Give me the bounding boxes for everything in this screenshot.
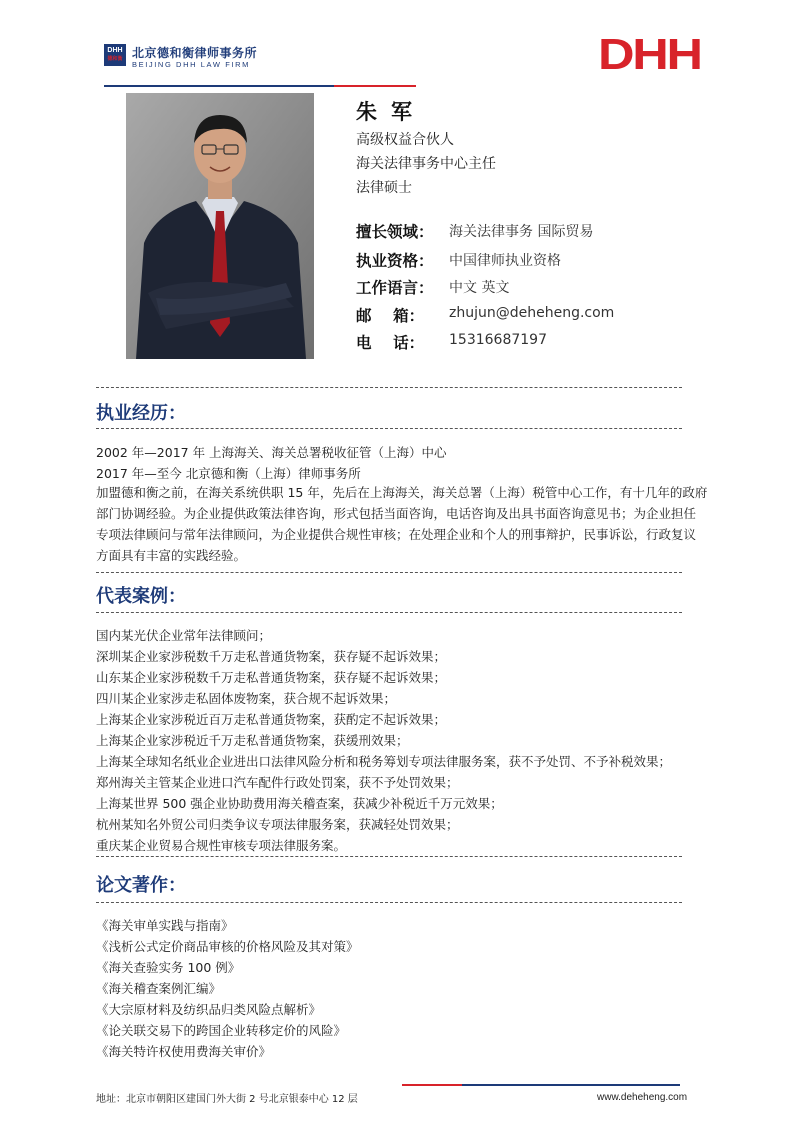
publication-item: 《浅析公式定价商品审核的价格风险及其对策》	[96, 939, 359, 954]
footer-rule-blue	[462, 1084, 680, 1086]
case-item: 上海某全球知名纸业企业进出口法律风险分析和税务筹划专项法律服务案，获不予处罚、不予补税效果；	[96, 754, 672, 769]
info-value-phone: 15316687197	[449, 332, 547, 348]
footer-website-link[interactable]: www.deheheng.com	[597, 1092, 688, 1103]
info-label-expertise: 擅长领域：	[356, 223, 434, 241]
firm-logo	[104, 44, 126, 66]
case-item: 国内某光伏企业常年法律顾问；	[96, 628, 272, 643]
brand-logo: DHH	[598, 30, 701, 79]
info-label-email: 邮 箱：	[356, 307, 425, 325]
logo-mark-bottom: 德和衡	[107, 56, 123, 62]
title-line-3: 法律硕士	[356, 180, 412, 196]
publication-item: 《大宗原材料及纺织品归类风险点解析》	[96, 1002, 322, 1017]
case-item: 四川某企业家涉走私固体废物案，获合规不起诉效果；	[96, 691, 397, 706]
case-item: 山东某企业家涉税数千万走私普通货物案，获存疑不起诉效果；	[96, 670, 447, 685]
info-value-language: 中文 英文	[449, 280, 510, 296]
case-item: 重庆某企业贸易合规性审核专项法律服务案。	[96, 838, 347, 853]
case-item: 上海某世界 500 强企业协助费用海关稽查案，获减少补税近千万元效果；	[96, 796, 503, 811]
footer-address: 地址：北京市朝阳区建国门外大街 2 号北京银泰中心 12 层	[96, 1094, 358, 1105]
case-item: 上海某企业家涉税近千万走私普通货物案，获缓刑效果；	[96, 733, 409, 748]
divider	[96, 572, 682, 573]
header-rule-blue	[104, 85, 334, 87]
case-item: 深圳某企业家涉税数千万走私普通货物案，获存疑不起诉效果；	[96, 649, 447, 664]
logo-mark-top: DHH	[107, 47, 123, 54]
publication-item: 《海关稽查案例汇编》	[96, 981, 222, 996]
publication-item: 《海关特许权使用费海关审价》	[96, 1044, 272, 1059]
info-value-expertise: 海关法律事务 国际贸易	[449, 224, 594, 240]
info-label-qualification: 执业资格：	[356, 252, 434, 270]
case-item: 杭州某知名外贸公司归类争议专项法律服务案，获减轻处罚效果；	[96, 817, 459, 832]
divider	[96, 856, 682, 857]
publication-item: 《海关查验实务 100 例》	[96, 960, 241, 975]
section-heading-publications: 论文著作：	[96, 875, 186, 896]
info-label-language: 工作语言：	[356, 279, 434, 297]
experience-line-1: 2002 年—2017 年 上海海关、海关总署税收征管（上海）中心	[96, 445, 447, 460]
info-value-qualification: 中国律师执业资格	[449, 253, 561, 269]
publication-item: 《论关联交易下的跨国企业转移定价的风险》	[96, 1023, 347, 1038]
case-item: 郑州海关主管某企业进口汽车配件行政处罚案，获不予处罚效果；	[96, 775, 459, 790]
divider	[96, 612, 682, 613]
title-line-2: 海关法律事务中心主任	[356, 156, 496, 172]
person-name: 朱军	[356, 100, 426, 124]
experience-paragraph: 加盟德和衡之前，在海关系统供职 15 年，先后在上海海关，海关总署（上海）税管中心工作，有十几年的政府部门协调经验。为企业提供政策法律咨询，形式包括当面咨询，电话咨询及出具书面咨询意见书；为企业担任专项法律顾问与常年法律顾问，为企业提供合规性审核；在处理企业和个人的刑事辩护，民事诉讼，行政复议方面具有丰富的实践经验。	[96, 485, 708, 563]
section-heading-experience: 执业经历：	[96, 403, 186, 424]
divider	[96, 387, 682, 388]
publication-item: 《海关审单实践与指南》	[96, 918, 234, 933]
footer-rule-red	[402, 1084, 462, 1086]
header-rule-red	[334, 85, 416, 87]
firm-name-cn: 北京德和衡律师事务所	[132, 46, 258, 60]
info-label-phone: 电 话：	[356, 334, 425, 352]
section-heading-cases: 代表案例：	[96, 586, 186, 607]
title-line-1: 高级权益合伙人	[356, 132, 454, 148]
firm-name-en: BEIJING DHH LAW FIRM	[132, 60, 250, 69]
divider	[96, 902, 682, 903]
case-item: 上海某企业家涉税近百万走私普通货物案，获酌定不起诉效果；	[96, 712, 447, 727]
info-value-email[interactable]: zhujun@deheheng.com	[449, 305, 615, 321]
portrait-illustration	[126, 93, 314, 359]
divider	[96, 428, 682, 429]
profile-photo	[126, 93, 314, 359]
experience-line-2: 2017 年—至今 北京德和衡（上海）律师事务所	[96, 466, 361, 481]
